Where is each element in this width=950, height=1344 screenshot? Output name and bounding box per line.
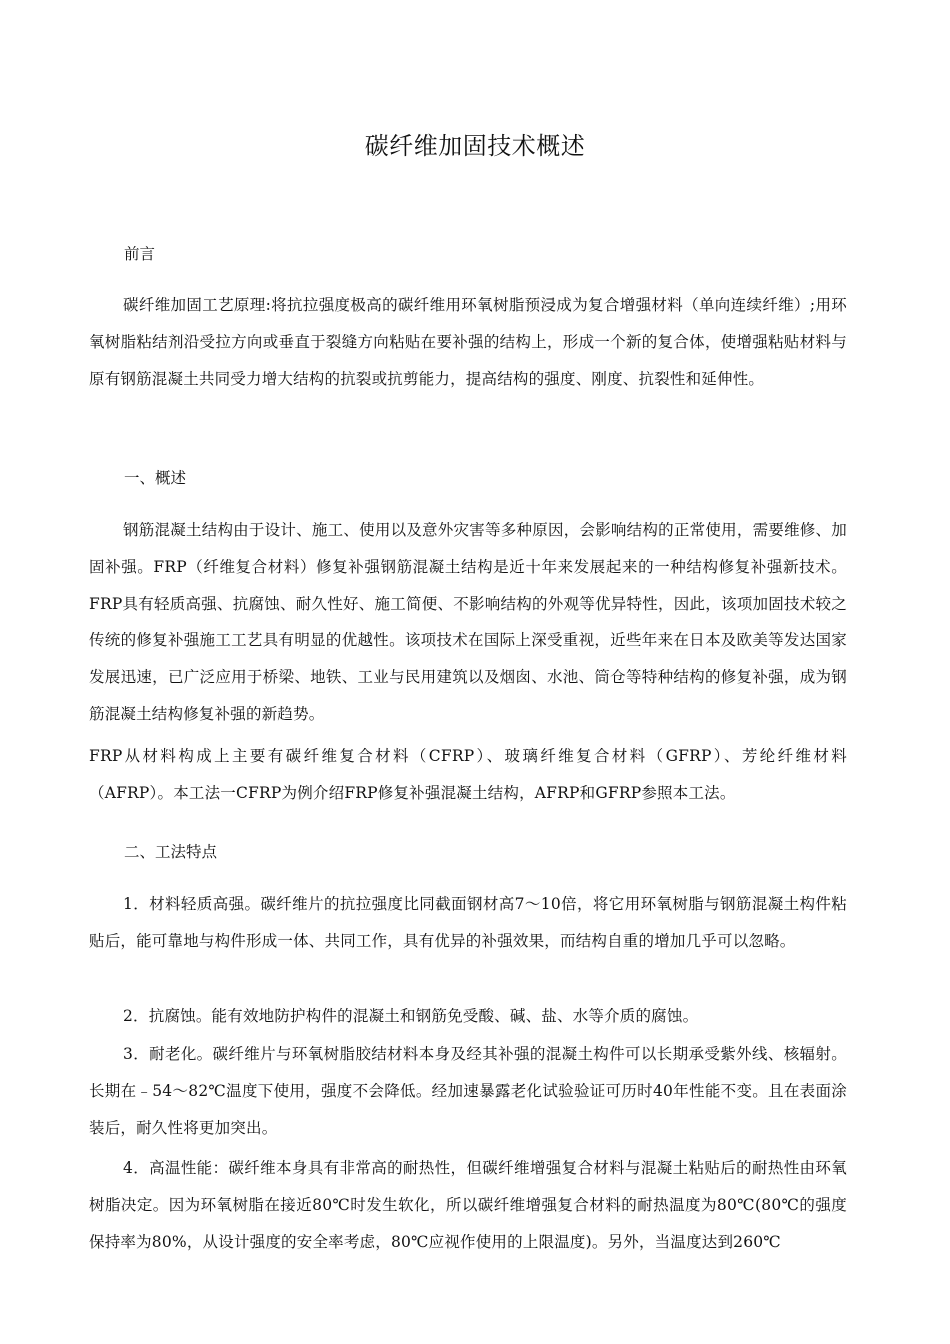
feature-item-4: 4．高温性能：碳纤维本身具有非常高的耐热性，但碳纤维增强复合材料与混凝土粘贴后的耐热性由环氧树脂决定。因为环氧树脂在接近80℃时发生软化，所以碳纤维增强复合材料的耐热温度为80℃(80℃的强度保持率为80%，从设计强度的安全率考虑，80℃应视作使用的上限温度)。另外，当温度达到260℃ [89,1159,847,1251]
section-heading-overview: 一、概述 [124,469,187,487]
preface-paragraph: 碳纤维加固工艺原理:将抗拉强度极高的碳纤维用环氧树脂预浸成为复合增强材料（单向连续纤维）;用环氧树脂粘结剂沿受拉方向或垂直于裂缝方向粘贴在要补强的结构上，形成一个新的复合体，使增强粘贴材料与原有钢筋混凝土共同受力增大结构的抗裂或抗剪能力，提高结构的强度、刚度、抗裂性和延伸性。 [89,296,847,388]
feature-item-2: 2．抗腐蚀。能有效地防护构件的混凝土和钢筋免受酸、碱、盐、水等介质的腐蚀。 [123,1007,699,1025]
overview-paragraph-2: FRP从材料构成上主要有碳纤维复合材料（CFRP）、玻璃纤维复合材料（GFRP）、芳纶纤维材料（AFRP）。本工法一CFRP为例介绍FRP修复补强混凝土结构，AFRP和GFRP参照本工法。 [89,747,847,802]
section-heading-features: 二、工法特点 [124,843,218,861]
overview-paragraph-1: 钢筋混凝土结构由于设计、施工、使用以及意外灾害等多种原因，会影响结构的正常使用，需要维修、加固补强。FRP（纤维复合材料）修复补强钢筋混凝土结构是近十年来发展起来的一种结构修复补强新技术。FRP具有轻质高强、抗腐蚀、耐久性好、施工简便、不影响结构的外观等优异特性，因此，该项加固技术较之传统的修复补强施工工艺具有明显的优越性。该项技术在国际上深受重视，近些年来在日本及欧美等发达国家发展迅速，已广泛应用于桥梁、地铁、工业与民用建筑以及烟囱、水池、筒仓等特种结构的修复补强，成为钢筋混凝土结构修复补强的新趋势。 [89,521,847,723]
section-heading-preface: 前言 [124,245,156,263]
feature-item-1: 1．材料轻质高强。碳纤维片的抗拉强度比同截面钢材高7～10倍，将它用环氧树脂与钢筋混凝土构件粘贴后，能可靠地与构件形成一体、共同工作，具有优异的补强效果，而结构自重的增加几乎可以忽略。 [89,895,847,950]
page-title: 碳纤维加固技术概述 [364,132,586,160]
feature-item-3: 3．耐老化。碳纤维片与环氧树脂胶结材料本身及经其补强的混凝土构件可以长期承受紫外线、核辐射。长期在﹣54～82℃温度下使用，强度不会降低。经加速暴露老化试验验证可历时40年性能不变。且在表面涂装后，耐久性将更加突出。 [89,1045,847,1137]
